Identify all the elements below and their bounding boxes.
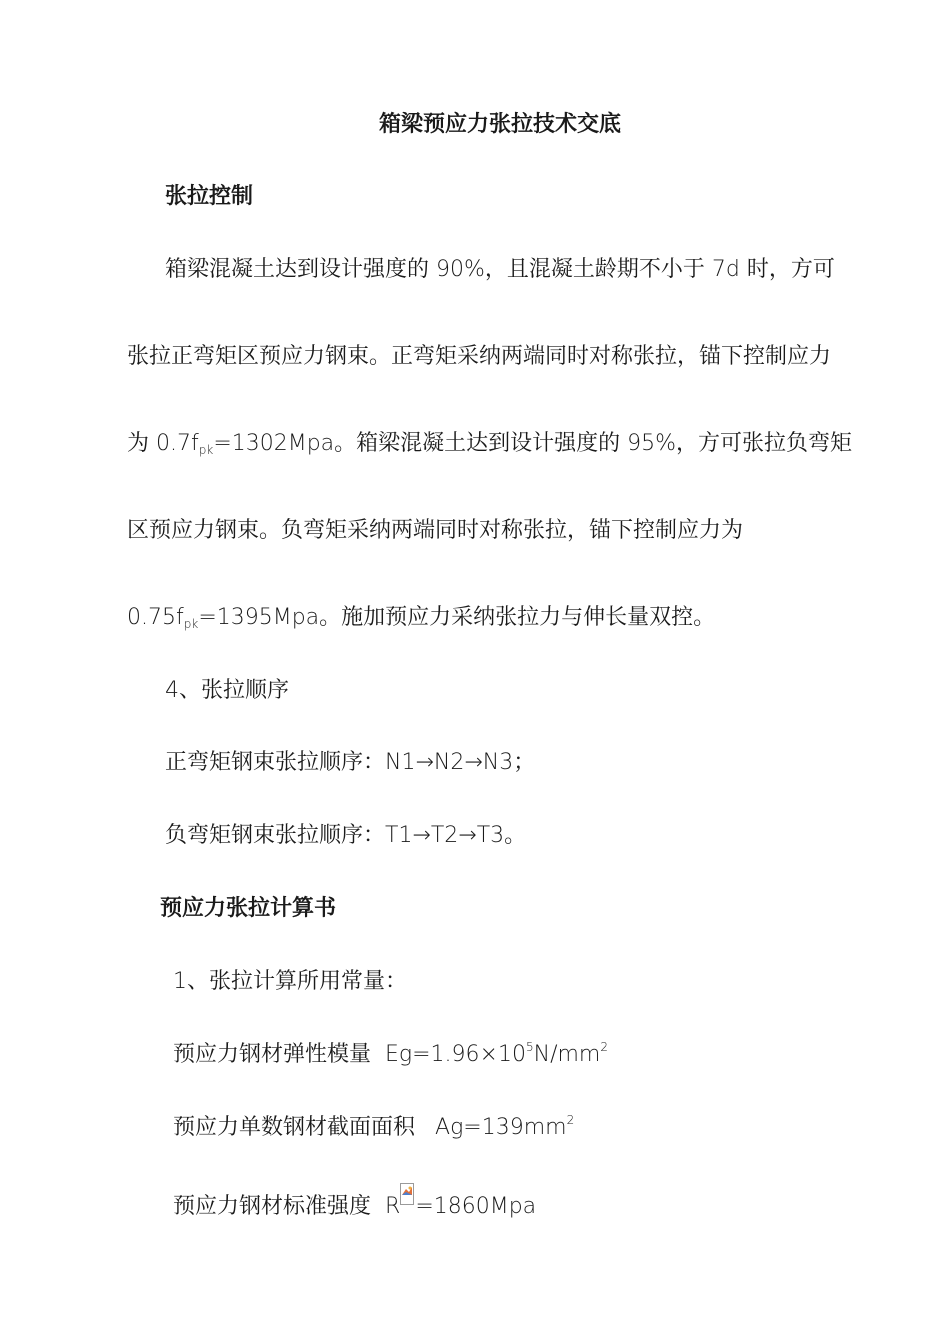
modulus-exponent: 5: [525, 1040, 534, 1054]
modulus-prefix: Eg=1.96×10: [385, 1042, 526, 1067]
line5-prefix: 0.75f: [127, 605, 184, 630]
document-title: 箱梁预应力张拉技术交底: [378, 112, 621, 137]
section-heading-calculation: 预应力张拉计算书: [160, 896, 337, 921]
line3-subscript: pk: [198, 443, 214, 457]
negative-moment-order: 负弯矩钢束张拉顺序：T1→T2→T3。: [165, 823, 527, 848]
paragraph-line-2: 张拉正弯矩区预应力钢束。正弯矩采纳两端同时对称张拉，锚下控制应力: [127, 344, 832, 369]
line3-suffix: =1302Mpa。箱梁混凝土达到设计强度的 95%，方可张拉负弯矩: [213, 431, 853, 456]
line5-suffix: =1395Mpa。施加预应力采纳张拉力与伸长量双控。: [198, 605, 716, 630]
area-line: [173, 1113, 574, 1143]
constants-heading: 1、张拉计算所用常量：: [173, 969, 407, 994]
modulus-line: [173, 1040, 608, 1070]
area-value: Ag=139mm: [435, 1115, 567, 1140]
section-heading-tension-control: 张拉控制: [165, 184, 254, 209]
modulus-unit-exponent: 2: [600, 1040, 608, 1054]
paragraph-line-1: 箱梁混凝土达到设计强度的 90%，且混凝土龄期不小于 7d 时，方可: [165, 257, 835, 282]
strength-symbol: R: [385, 1194, 401, 1219]
modulus-label: 预应力钢材弹性模量: [173, 1042, 372, 1067]
positive-moment-order: 正弯矩钢束张拉顺序：N1→N2→N3；: [165, 750, 536, 775]
area-label: 预应力单数钢材截面面积: [173, 1115, 416, 1140]
modulus-unit: N/mm: [533, 1042, 601, 1067]
strength-value: =1860Mpa: [415, 1194, 537, 1219]
line5-subscript: pk: [183, 617, 199, 631]
strength-line: [173, 1183, 536, 1222]
paragraph-line-4: 区预应力钢束。负弯矩采纳两端同时对称张拉，锚下控制应力为: [127, 518, 744, 543]
paragraph-line-3: [127, 429, 852, 459]
strength-label: 预应力钢材标准强度: [173, 1194, 372, 1219]
area-unit-exponent: 2: [566, 1113, 575, 1127]
broken-image-icon: [400, 1183, 414, 1205]
tension-order-heading: 4、张拉顺序: [165, 678, 289, 703]
line3-prefix: 为 0.7f: [127, 431, 199, 456]
paragraph-line-5: [127, 603, 715, 633]
